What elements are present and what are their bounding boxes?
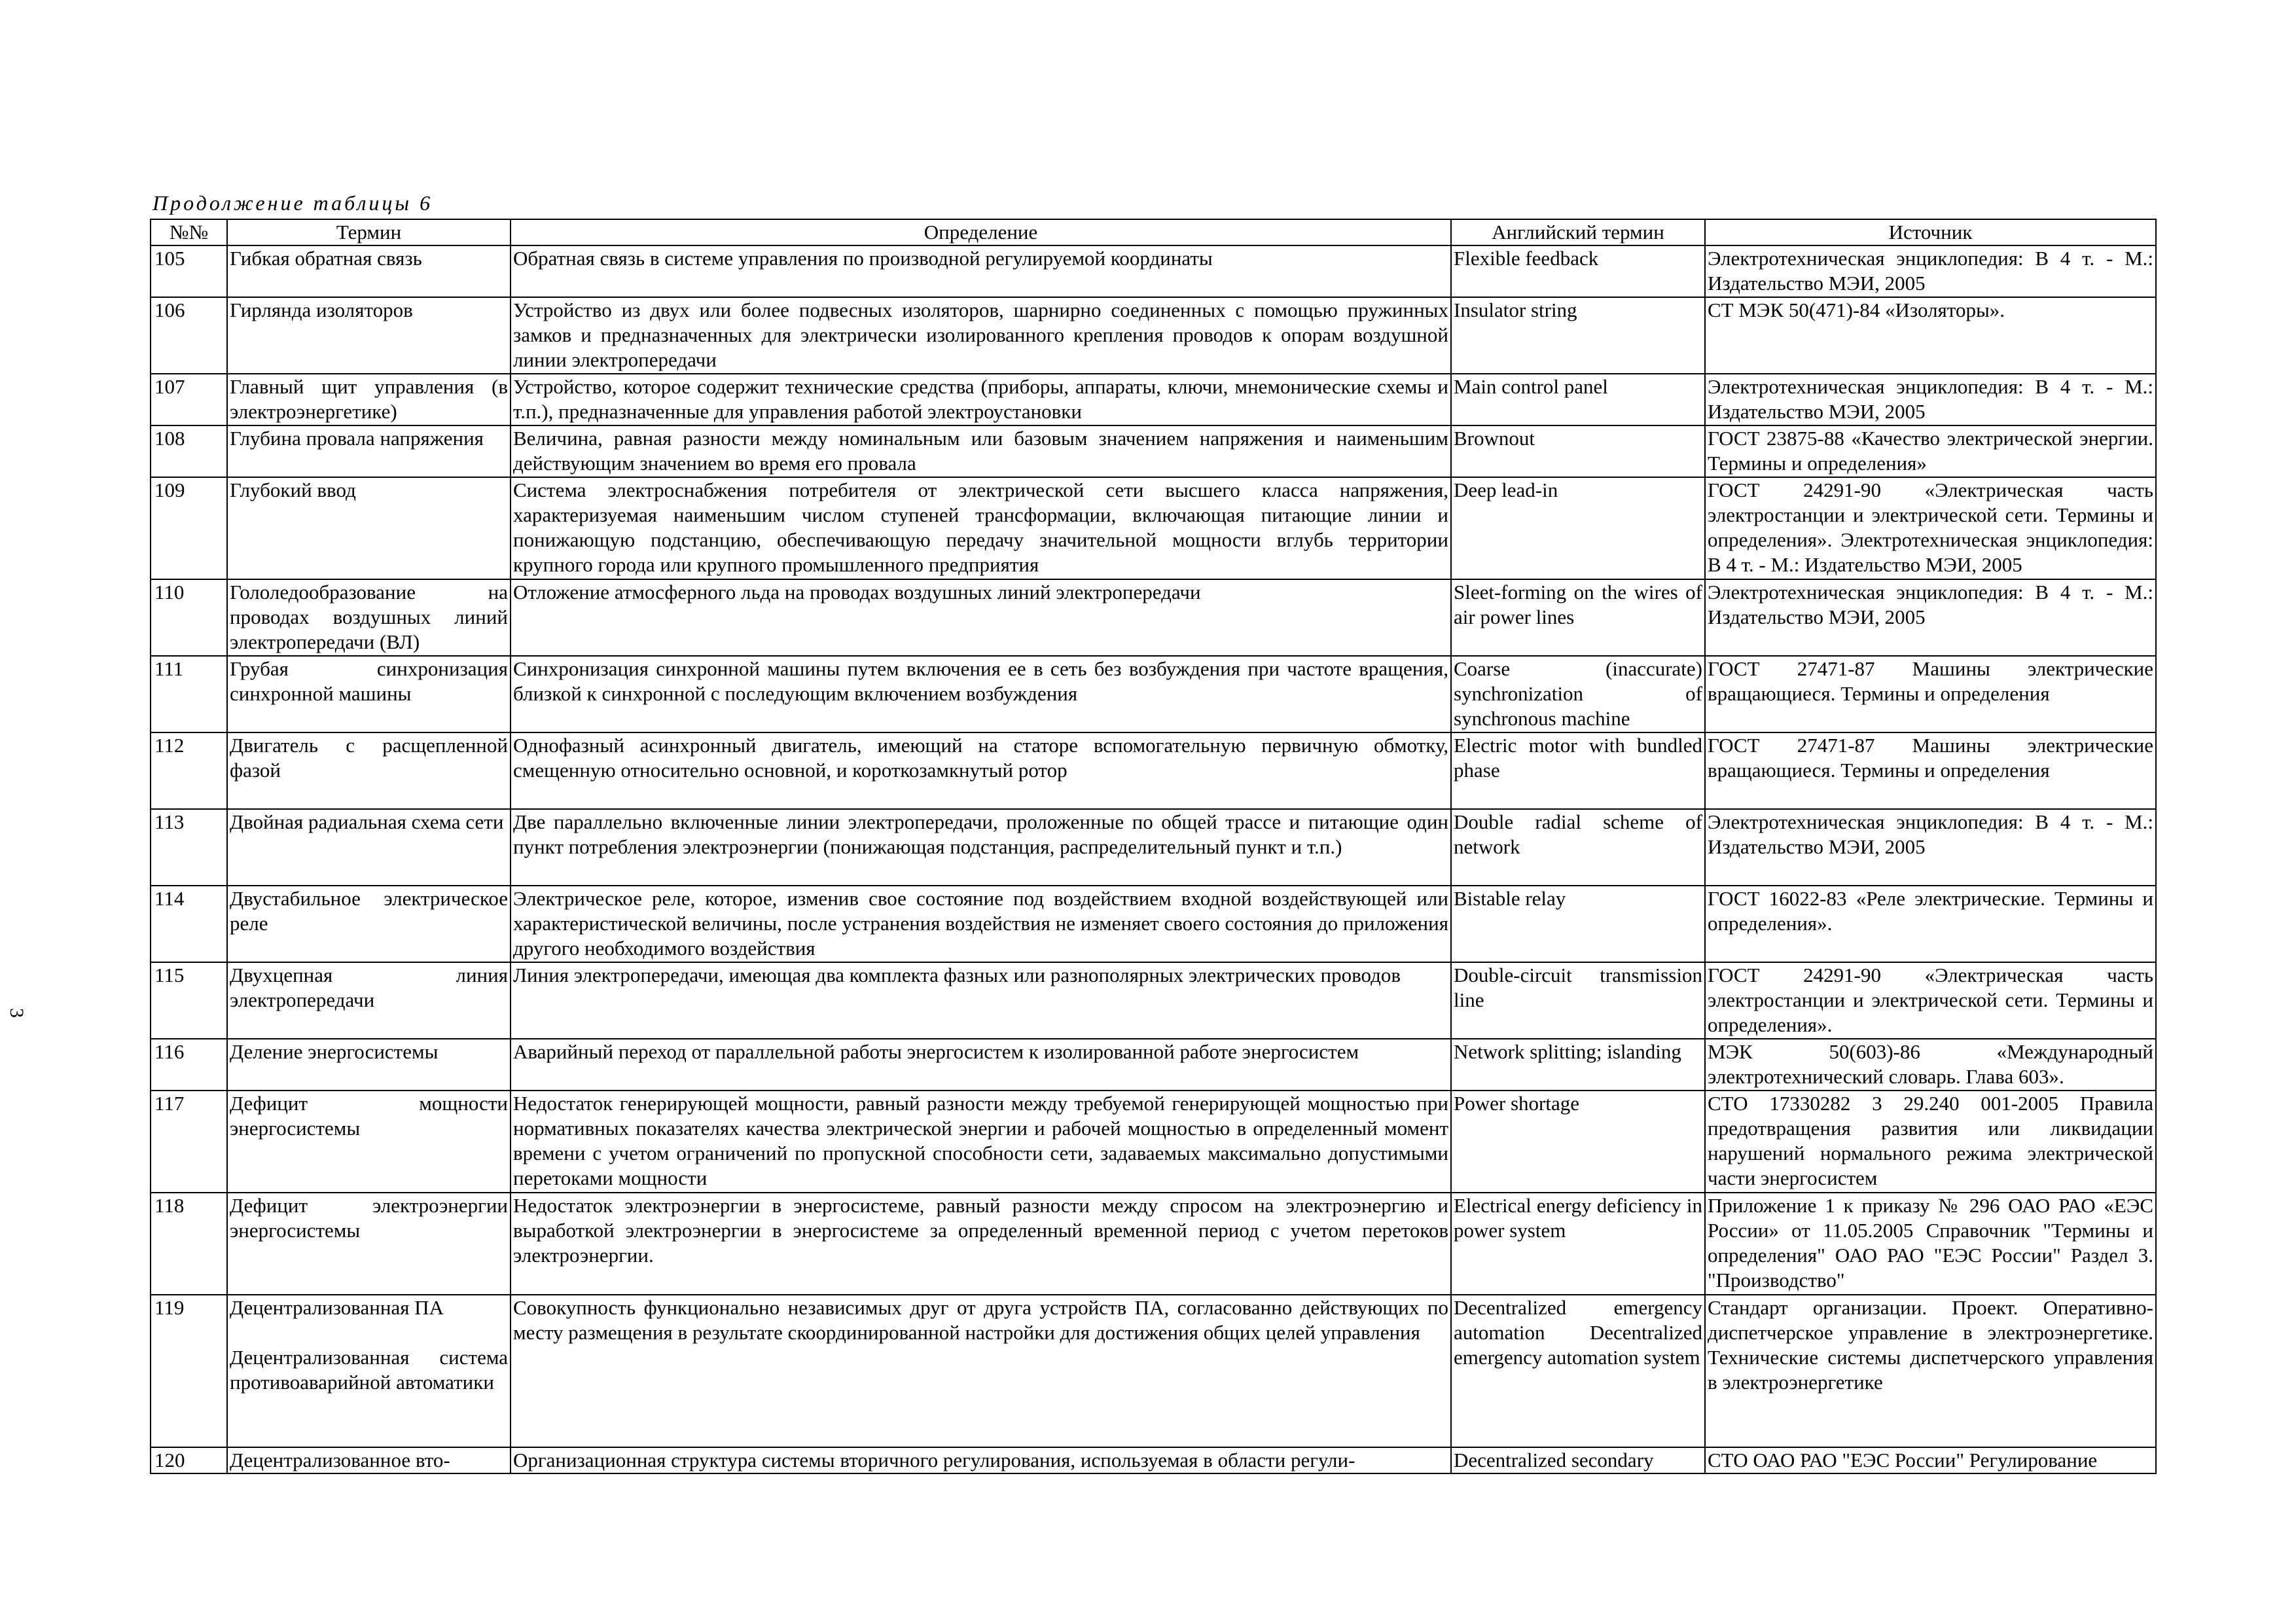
row-english: Main control panel [1451, 374, 1705, 425]
row-num: 108 [151, 425, 227, 477]
page-number: 3 [6, 1008, 27, 1018]
row-source: ГОСТ 24291-90 «Электрическая часть электростанции и электрической сети. Термины и определения». [1705, 962, 2156, 1039]
row-term: Двигатель с расщепленной фазой [227, 732, 511, 809]
table-row [151, 809, 2156, 886]
table-row [151, 245, 2156, 297]
row-source: ГОСТ 23875-88 «Качество электрической энергии. Термины и определения» [1705, 425, 2156, 477]
row-english: Power shortage [1451, 1091, 1705, 1193]
row-source: СТ МЭК 50(471)-84 «Изоляторы». [1705, 297, 2156, 374]
row-definition: Две параллельно включенные линии электропередачи, проложенные по общей трассе и питающие один пункт потребления электроэнергии (понижающая подстанция, распределительный пункт и т.п.) [511, 809, 1451, 886]
row-english: Flexible feedback [1451, 245, 1705, 297]
table-row [151, 1091, 2156, 1193]
row-source: Электротехническая энциклопедия: В 4 т. - М.: Издательство МЭИ, 2005 [1705, 579, 2156, 656]
row-definition: Недостаток электроэнергии в энергосистеме, равный разности между спросом на электроэнергию и выработкой электроэнергии в энергосистеме за определенный временной период с учетом перетоков электроэнергии. [511, 1193, 1451, 1295]
row-num: 109 [151, 477, 227, 579]
header-term: Термин [227, 219, 511, 245]
row-definition: Однофазный асинхронный двигатель, имеющий на статоре вспомогательную первичную обмотку, смещенную относительно основной, и короткозамкнутый ротор [511, 732, 1451, 809]
row-source: СТО 17330282 3 29.240 001-2005 Правила предотвращения развития или ликвидации нарушений нормального режима электрической части энергосистем [1705, 1091, 2156, 1193]
row-english: Brownout [1451, 425, 1705, 477]
row-definition: Синхронизация синхронной машины путем включения ее в сеть без возбуждения при частоте вращения, близкой к синхронной с последующим включением возбуждения [511, 656, 1451, 732]
row-source: ГОСТ 27471-87 Машины электрические вращающиеся. Термины и определения [1705, 656, 2156, 732]
table-row [151, 1039, 2156, 1091]
row-num: 110 [151, 579, 227, 656]
table-row [151, 656, 2156, 732]
table-caption: Продолжение таблицы 6 [152, 191, 433, 215]
row-term: Двустабильное электрическое реле [227, 886, 511, 962]
term-spacer [230, 1320, 508, 1345]
table-row [151, 425, 2156, 477]
row-english: Insulator string [1451, 297, 1705, 374]
row-source: Электротехническая энциклопедия: В 4 т. - М.: Издательство МЭИ, 2005 [1705, 374, 2156, 425]
row-definition: Система электроснабжения потребителя от электрической сети высшего класса напряжения, характеризуемая наименьшим числом ступеней трансформации, включающая питающие линии и понижающую подстанцию, обеспечивающую передачу значительной мощности вглубь территории крупного города или крупного промышленного предприятия [511, 477, 1451, 579]
header-source: Источник [1705, 219, 2156, 245]
row-source: МЭК 50(603)-86 «Международный электротехнический словарь. Глава 603». [1705, 1039, 2156, 1091]
row-english: Electric motor with bundled phase [1451, 732, 1705, 809]
header-definition: Определение [511, 219, 1451, 245]
row-definition: Организационная структура системы вторичного регулирования, используемая в области регули- [511, 1447, 1451, 1473]
table-row [151, 579, 2156, 656]
row-num: 117 [151, 1091, 227, 1193]
row-source: Приложение 1 к приказу № 296 ОАО РАО «ЕЭС России» от 11.05.2005 Справочник "Термины и определения" ОАО РАО "ЕЭС России" Раздел 3. "Производство" [1705, 1193, 2156, 1295]
row-english: Deep lead-in [1451, 477, 1705, 579]
row-term: Дефицит электроэнергии энергосистемы [227, 1193, 511, 1295]
row-source: ГОСТ 27471-87 Машины электрические вращающиеся. Термины и определения [1705, 732, 2156, 809]
header-english: Английский термин [1451, 219, 1705, 245]
row-term: Децентрализованная ПА [230, 1296, 444, 1319]
row-num: 111 [151, 656, 227, 732]
row-term: Главный щит управления (в электроэнергетике) [227, 374, 511, 425]
row-num: 115 [151, 962, 227, 1039]
row-english: Double radial scheme of network [1451, 809, 1705, 886]
row-english: Double-circuit transmission line [1451, 962, 1705, 1039]
row-source: Электротехническая энциклопедия: В 4 т. - М.: Издательство МЭИ, 2005 [1705, 809, 2156, 886]
row-definition: Электрическое реле, которое, изменив свое состояние под воздействием входной воздействующей или характеристической величины, после устранения воздействия не изменяет своего состояния до приложения другого необходимого воздействия [511, 886, 1451, 962]
row-term: Дефицит мощности энергосистемы [227, 1091, 511, 1193]
table-row [151, 477, 2156, 579]
row-term: Деление энергосистемы [227, 1039, 511, 1091]
row-source: ГОСТ 16022-83 «Реле электрические. Термины и определения». [1705, 886, 2156, 962]
row-source: СТО ОАО РАО "ЕЭС России" Регулирование [1705, 1447, 2156, 1473]
row-num: 119 [151, 1295, 227, 1447]
row-definition: Величина, равная разности между номинальным или базовым значением напряжения и наименьшим действующим значением во время его провала [511, 425, 1451, 477]
table-row [151, 732, 2156, 809]
row-definition: Устройство, которое содержит технические средства (приборы, аппараты, ключи, мнемонические схемы и т.п.), предназначенные для управления работой электроустановки [511, 374, 1451, 425]
row-num: 120 [151, 1447, 227, 1473]
row-english: Network splitting; islanding [1451, 1039, 1705, 1091]
row-num: 107 [151, 374, 227, 425]
table-row [151, 1295, 2156, 1447]
table-row [151, 1447, 2156, 1473]
row-term: Глубина провала напряжения [227, 425, 511, 477]
row-english: Decentralized secondary [1451, 1447, 1705, 1473]
row-english: Electrical energy deficiency in power system [1451, 1193, 1705, 1295]
table-row [151, 1193, 2156, 1295]
row-source: Электротехническая энциклопедия: В 4 т. - М.: Издательство МЭИ, 2005 [1705, 245, 2156, 297]
row-english: Bistable relay [1451, 886, 1705, 962]
row-definition: Отложение атмосферного льда на проводах воздушных линий электропередачи [511, 579, 1451, 656]
row-term-cell [227, 1295, 511, 1447]
row-num: 112 [151, 732, 227, 809]
table-row [151, 374, 2156, 425]
row-definition: Линия электропередачи, имеющая два комплекта фазных или разнополярных электрических проводов [511, 962, 1451, 1039]
row-term: Гибкая обратная связь [227, 245, 511, 297]
row-num: 114 [151, 886, 227, 962]
row-source: ГОСТ 24291-90 «Электрическая часть электростанции и электрической сети. Термины и определения». Электротехническая энциклопедия: В 4 т. - М.: Издательство МЭИ, 2005 [1705, 477, 2156, 579]
row-num: 106 [151, 297, 227, 374]
row-definition: Аварийный переход от параллельной работы энергосистем к изолированной работе энергосистем [511, 1039, 1451, 1091]
row-definition: Совокупность функционально независимых друг от друга устройств ПА, согласованно действующих по месту размещения в результате скоординированной настройки для достижения общих целей управления [511, 1295, 1451, 1447]
row-term-extra: Децентрализованная система противоаварийной автоматики [230, 1346, 508, 1394]
row-term: Децентрализованное вто- [227, 1447, 511, 1473]
row-term: Двойная радиальная схема сети [227, 809, 511, 886]
row-num: 118 [151, 1193, 227, 1295]
row-term: Грубая синхронизация синхронной машины [227, 656, 511, 732]
row-definition: Устройство из двух или более подвесных изоляторов, шарнирно соединенных с помощью пружинных замков и предназначенных для электрически изолированного крепления проводов к опорам воздушной линии электропередачи [511, 297, 1451, 374]
table-row [151, 297, 2156, 374]
row-english: Coarse (inaccurate) synchronization of synchronous machine [1451, 656, 1705, 732]
row-source: Стандарт организации. Проект. Оперативно-диспетчерское управление в электроэнергетике. Технические системы диспетчерского управления в электроэнергетике [1705, 1295, 2156, 1447]
terms-table [150, 219, 2157, 1474]
row-english: Sleet-forming on the wires of air power lines [1451, 579, 1705, 656]
row-num: 113 [151, 809, 227, 886]
header-num: №№ [151, 219, 227, 245]
row-english: Decentralized emergency automation Decentralized emergency automation system [1451, 1295, 1705, 1447]
row-term: Двухцепная линия электропередачи [227, 962, 511, 1039]
row-term: Гирлянда изоляторов [227, 297, 511, 374]
table-row [151, 962, 2156, 1039]
row-definition: Недостаток генерирующей мощности, равный разности между требуемой генерирующей мощностью при нормативных показателях качества электрической энергии и рабочей мощностью в определенный момент времени с учетом ограничений по пропускной способности сети, задаваемых максимально допустимыми перетоками мощности [511, 1091, 1451, 1193]
row-num: 105 [151, 245, 227, 297]
table-row [151, 886, 2156, 962]
row-definition: Обратная связь в системе управления по производной регулируемой координаты [511, 245, 1451, 297]
row-term: Гололедообразование на проводах воздушных линий электропередачи (ВЛ) [227, 579, 511, 656]
row-num: 116 [151, 1039, 227, 1091]
table-header-row [151, 219, 2156, 245]
row-term: Глубокий ввод [227, 477, 511, 579]
